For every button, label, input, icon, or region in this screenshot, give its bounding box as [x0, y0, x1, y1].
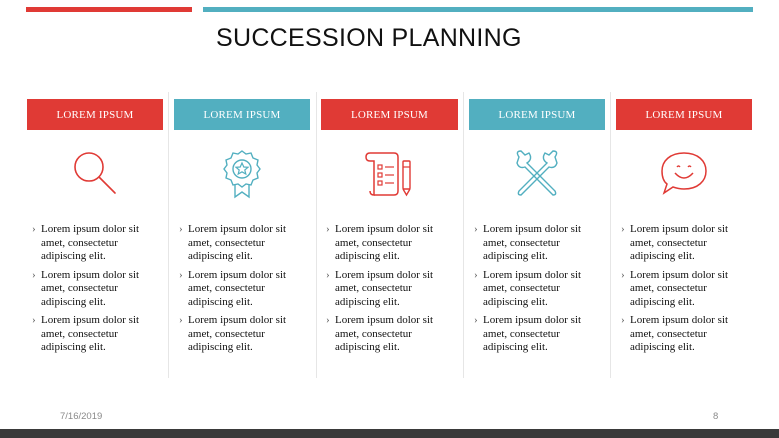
bottom-bar — [0, 429, 779, 438]
top-accent-bar-red — [26, 7, 192, 12]
list-item: › Lorem ipsum dolor sit amet, consectetur adipiscing elit. — [179, 223, 287, 262]
list-item: › Lorem ipsum dolor sit amet, consectetur adipiscing elit. — [621, 314, 729, 353]
slide-date: 7/16/2019 — [60, 411, 103, 422]
list-item: › Lorem ipsum dolor sit amet, consectetur adipiscing elit. — [179, 268, 287, 308]
document-pen-icon — [364, 147, 416, 199]
bullet-list — [32, 223, 163, 360]
bullet-list — [474, 223, 605, 360]
top-accent-bar-teal — [203, 7, 753, 12]
list-item: › Lorem ipsum dolor sit amet, consectetur adipiscing elit. — [326, 223, 434, 262]
column-header: LOREM IPSUM — [321, 99, 458, 130]
list-item: › Lorem ipsum dolor sit amet, consectetur adipiscing elit. — [474, 268, 582, 308]
column-2 — [174, 92, 310, 378]
list-item: › Lorem ipsum dolor sit amet, consectetur adipiscing elit. — [179, 314, 287, 353]
list-item: › Lorem ipsum dolor sit amet, consectetur adipiscing elit. — [621, 223, 729, 262]
column-divider — [463, 92, 464, 378]
column-header: LOREM IPSUM — [27, 99, 163, 130]
list-item: › Lorem ipsum dolor sit amet, consectetur adipiscing elit. — [32, 223, 140, 262]
slide-page-number: 8 — [713, 411, 719, 422]
bullet-list — [621, 223, 752, 360]
column-divider — [610, 92, 611, 378]
column-divider — [168, 92, 169, 378]
smiley-chat-icon — [658, 147, 710, 199]
list-item: › Lorem ipsum dolor sit amet, consectetur adipiscing elit. — [326, 314, 434, 353]
bullet-list — [326, 223, 458, 360]
list-item: › Lorem ipsum dolor sit amet, consectetur adipiscing elit. — [621, 268, 729, 308]
column-3 — [321, 92, 458, 378]
list-item: › Lorem ipsum dolor sit amet, consectetur adipiscing elit. — [326, 268, 434, 308]
list-item: › Lorem ipsum dolor sit amet, consectetur adipiscing elit. — [32, 314, 140, 353]
list-item: › Lorem ipsum dolor sit amet, consectetur adipiscing elit. — [32, 268, 140, 308]
column-header: LOREM IPSUM — [174, 99, 310, 130]
column-4 — [469, 92, 605, 378]
column-1 — [27, 92, 163, 378]
slide-title: SUCCESSION PLANNING — [216, 24, 522, 52]
column-5 — [616, 92, 752, 378]
list-item: › Lorem ipsum dolor sit amet, consectetur adipiscing elit. — [474, 314, 582, 353]
column-header: LOREM IPSUM — [616, 99, 752, 130]
tools-icon — [511, 147, 563, 199]
column-divider — [316, 92, 317, 378]
bullet-list — [179, 223, 310, 360]
magnifier-icon — [69, 147, 121, 199]
column-header: LOREM IPSUM — [469, 99, 605, 130]
list-item: › Lorem ipsum dolor sit amet, consectetur adipiscing elit. — [474, 223, 582, 262]
award-badge-icon — [216, 147, 268, 199]
